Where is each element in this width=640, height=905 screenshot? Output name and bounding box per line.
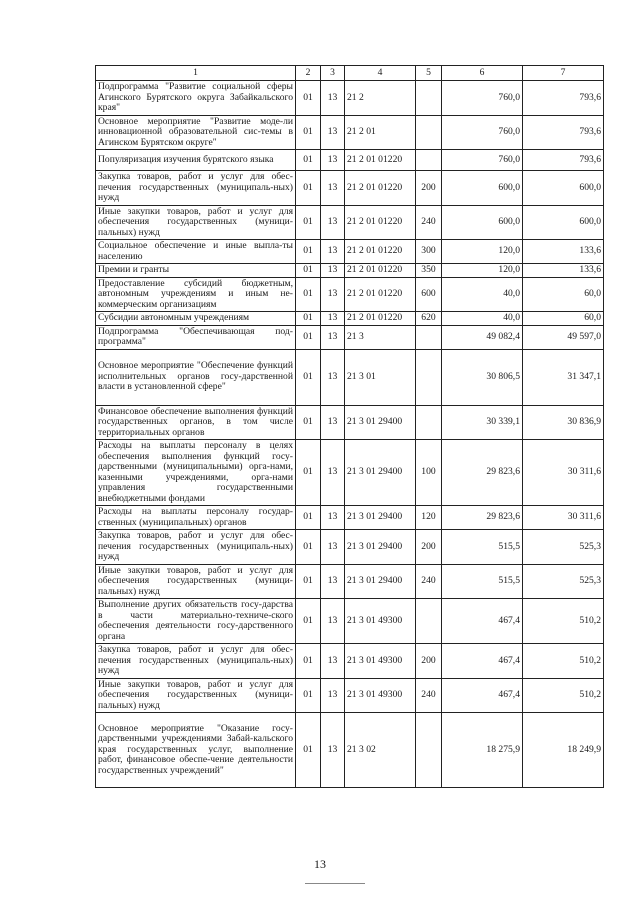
row-c2-cell: 01 <box>296 171 321 206</box>
table-row <box>96 440 604 506</box>
row-c2-cell: 01 <box>296 405 321 440</box>
row-c4-cell: 21 3 01 49300 <box>345 644 416 679</box>
table-row <box>96 644 604 679</box>
row-c2-cell: 01 <box>296 506 321 530</box>
row-c6-cell: 30 806,5 <box>442 349 523 405</box>
row-c3-cell: 13 <box>321 150 345 171</box>
row-c2-cell: 01 <box>296 312 321 326</box>
row-c5-cell: 240 <box>416 564 442 599</box>
row-c2-cell: 01 <box>296 325 321 349</box>
table-row <box>96 115 604 150</box>
row-c7-cell: 60,0 <box>523 277 604 312</box>
row-c5-cell: 200 <box>416 644 442 679</box>
row-c5-cell <box>416 150 442 171</box>
header-cell: 7 <box>523 66 604 81</box>
row-c3-cell: 13 <box>321 264 345 278</box>
row-name-cell: Популяризация изучения бурятского языка <box>96 150 296 171</box>
row-c6-cell: 600,0 <box>442 205 523 240</box>
row-c4-cell: 21 2 01 01220 <box>345 240 416 264</box>
row-c4-cell: 21 2 01 01220 <box>345 171 416 206</box>
row-c3-cell: 13 <box>321 564 345 599</box>
row-c7-cell: 133,6 <box>523 264 604 278</box>
row-c6-cell: 29 823,6 <box>442 506 523 530</box>
table-row <box>96 564 604 599</box>
row-c3-cell: 13 <box>321 349 345 405</box>
row-c5-cell: 100 <box>416 440 442 506</box>
table-header-row <box>96 66 604 81</box>
row-c4-cell: 21 2 01 01220 <box>345 277 416 312</box>
row-c7-cell: 525,3 <box>523 564 604 599</box>
row-c4-cell: 21 3 02 <box>345 713 416 788</box>
header-cell: 4 <box>345 66 416 81</box>
row-c2-cell: 01 <box>296 277 321 312</box>
row-c7-cell: 31 347,1 <box>523 349 604 405</box>
row-c4-cell: 21 3 01 29400 <box>345 440 416 506</box>
row-c5-cell: 120 <box>416 506 442 530</box>
row-c6-cell: 760,0 <box>442 81 523 116</box>
row-c2-cell: 01 <box>296 264 321 278</box>
row-c2-cell: 01 <box>296 713 321 788</box>
row-c3-cell: 13 <box>321 678 345 713</box>
row-c7-cell: 49 597,0 <box>523 325 604 349</box>
budget-table <box>95 65 604 788</box>
row-c5-cell: 240 <box>416 205 442 240</box>
row-c4-cell: 21 2 <box>345 81 416 116</box>
table-row <box>96 325 604 349</box>
row-c7-cell: 600,0 <box>523 205 604 240</box>
table-row <box>96 678 604 713</box>
row-name-cell: Подпрограмма "Развитие социальной сферы Агинского Бурятского округа Забайкальского края" <box>96 81 296 116</box>
row-c4-cell: 21 3 01 29400 <box>345 564 416 599</box>
table-row <box>96 264 604 278</box>
row-c6-cell: 600,0 <box>442 171 523 206</box>
row-c6-cell: 18 275,9 <box>442 713 523 788</box>
table-row <box>96 205 604 240</box>
table-row <box>96 312 604 326</box>
header-cell: 6 <box>442 66 523 81</box>
table-row <box>96 81 604 116</box>
row-c3-cell: 13 <box>321 599 345 644</box>
row-c7-cell: 30 836,9 <box>523 405 604 440</box>
row-c7-cell: 30 311,6 <box>523 440 604 506</box>
row-c7-cell: 18 249,9 <box>523 713 604 788</box>
row-c2-cell: 01 <box>296 150 321 171</box>
header-cell: 3 <box>321 66 345 81</box>
row-c6-cell: 30 339,1 <box>442 405 523 440</box>
row-name-cell: Основное мероприятие "Развитие моде-ли инновационной образовательной сис-темы в Агинском Бурятском округе" <box>96 115 296 150</box>
table-body <box>96 66 604 788</box>
row-c2-cell: 01 <box>296 205 321 240</box>
row-c3-cell: 13 <box>321 171 345 206</box>
row-c5-cell: 200 <box>416 171 442 206</box>
row-c2-cell: 01 <box>296 349 321 405</box>
row-c4-cell: 21 3 01 29400 <box>345 530 416 565</box>
row-c5-cell: 300 <box>416 240 442 264</box>
row-name-cell: Субсидии автономным учреждениям <box>96 312 296 326</box>
table-row <box>96 405 604 440</box>
row-c4-cell: 21 3 01 29400 <box>345 405 416 440</box>
row-c5-cell <box>416 325 442 349</box>
row-c3-cell: 13 <box>321 644 345 679</box>
row-c6-cell: 515,5 <box>442 530 523 565</box>
table-row <box>96 599 604 644</box>
table-row <box>96 713 604 788</box>
row-c2-cell: 01 <box>296 678 321 713</box>
row-name-cell: Премии и гранты <box>96 264 296 278</box>
row-c4-cell: 21 3 01 49300 <box>345 599 416 644</box>
row-c3-cell: 13 <box>321 405 345 440</box>
row-c4-cell: 21 2 01 <box>345 115 416 150</box>
row-name-cell: Социальное обеспечение и иные выпла-ты населению <box>96 240 296 264</box>
row-c3-cell: 13 <box>321 277 345 312</box>
row-c2-cell: 01 <box>296 440 321 506</box>
row-name-cell: Основное мероприятие "Оказание госу-дарственными учреждениями Забай-кальского края государственных услуг, выполнение работ, финансовое обеспе-чение деятельности государственных учреждений" <box>96 713 296 788</box>
row-name-cell: Иные закупки товаров, работ и услуг для обеспечения государственных (муници-пальных) нужд <box>96 564 296 599</box>
row-c7-cell: 793,6 <box>523 115 604 150</box>
row-c3-cell: 13 <box>321 312 345 326</box>
row-c6-cell: 40,0 <box>442 277 523 312</box>
row-name-cell: Подпрограмма "Обеспечивающая под-программа" <box>96 325 296 349</box>
row-c7-cell: 600,0 <box>523 171 604 206</box>
row-name-cell: Финансовое обеспечение выполнения функций государственных органов, в том числе территориальных органов <box>96 405 296 440</box>
row-c6-cell: 467,4 <box>442 599 523 644</box>
table-row <box>96 349 604 405</box>
row-c4-cell: 21 3 01 29400 <box>345 506 416 530</box>
row-name-cell: Иные закупки товаров, работ и услуг для обеспечения государственных (муници-пальных) нужд <box>96 678 296 713</box>
row-c3-cell: 13 <box>321 240 345 264</box>
table-row <box>96 240 604 264</box>
row-c4-cell: 21 3 01 49300 <box>345 678 416 713</box>
row-name-cell: Основное мероприятие "Обеспечение функций исполнительных органов госу-дарственной власти в установленной сфере" <box>96 349 296 405</box>
table-row <box>96 171 604 206</box>
table-row <box>96 530 604 565</box>
row-name-cell: Закупка товаров, работ и услуг для обес-печения государственных (муниципаль-ных) нужд <box>96 644 296 679</box>
row-c3-cell: 13 <box>321 506 345 530</box>
row-c5-cell <box>416 405 442 440</box>
row-c3-cell: 13 <box>321 205 345 240</box>
row-c7-cell: 510,2 <box>523 644 604 679</box>
row-c4-cell: 21 2 01 01220 <box>345 150 416 171</box>
row-c6-cell: 29 823,6 <box>442 440 523 506</box>
row-c2-cell: 01 <box>296 599 321 644</box>
table-row <box>96 150 604 171</box>
row-c7-cell: 60,0 <box>523 312 604 326</box>
row-name-cell: Иные закупки товаров, работ и услуг для обеспечения государственных (муници-пальных) нужд <box>96 205 296 240</box>
row-c2-cell: 01 <box>296 564 321 599</box>
row-name-cell: Расходы на выплаты персоналу в целях обеспечения выполнения функций госу-дарственными (муниципальными) орга-нами, казенными учреждениями, орга-нами управления государственными внебюджетными фондами <box>96 440 296 506</box>
row-c3-cell: 13 <box>321 440 345 506</box>
header-cell: 5 <box>416 66 442 81</box>
row-c2-cell: 01 <box>296 530 321 565</box>
row-c7-cell: 133,6 <box>523 240 604 264</box>
row-c5-cell: 620 <box>416 312 442 326</box>
row-c4-cell: 21 2 01 01220 <box>345 312 416 326</box>
row-c5-cell <box>416 81 442 116</box>
row-c7-cell: 510,2 <box>523 599 604 644</box>
row-c2-cell: 01 <box>296 115 321 150</box>
row-c5-cell <box>416 115 442 150</box>
row-c7-cell: 793,6 <box>523 81 604 116</box>
row-c7-cell: 30 311,6 <box>523 506 604 530</box>
row-name-cell: Предоставление субсидий бюджетным, автономным учреждениям и иным не-коммерческим организациям <box>96 277 296 312</box>
row-c4-cell: 21 2 01 01220 <box>345 264 416 278</box>
row-c3-cell: 13 <box>321 81 345 116</box>
row-name-cell: Закупка товаров, работ и услуг для обес-печения государственных (муниципаль-ных) нужд <box>96 530 296 565</box>
row-name-cell: Выполнение других обязательств госу-дарства в части материально-техниче-ского обеспечения деятельности госу-дарственного органа <box>96 599 296 644</box>
row-c3-cell: 13 <box>321 325 345 349</box>
row-c7-cell: 510,2 <box>523 678 604 713</box>
row-c6-cell: 467,4 <box>442 644 523 679</box>
row-name-cell: Закупка товаров, работ и услуг для обес-печения государственных (муниципаль-ных) нужд <box>96 171 296 206</box>
row-c6-cell: 49 082,4 <box>442 325 523 349</box>
table-row <box>96 506 604 530</box>
row-c4-cell: 21 2 01 01220 <box>345 205 416 240</box>
row-c6-cell: 120,0 <box>442 264 523 278</box>
row-c5-cell: 240 <box>416 678 442 713</box>
table-row <box>96 277 604 312</box>
row-c4-cell: 21 3 <box>345 325 416 349</box>
row-c6-cell: 467,4 <box>442 678 523 713</box>
footer-divider <box>305 883 365 884</box>
row-c7-cell: 793,6 <box>523 150 604 171</box>
row-c2-cell: 01 <box>296 240 321 264</box>
row-c5-cell: 600 <box>416 277 442 312</box>
header-cell: 2 <box>296 66 321 81</box>
header-cell: 1 <box>96 66 296 81</box>
row-c5-cell <box>416 713 442 788</box>
row-c5-cell: 350 <box>416 264 442 278</box>
row-c4-cell: 21 3 01 <box>345 349 416 405</box>
row-c2-cell: 01 <box>296 644 321 679</box>
row-c5-cell <box>416 599 442 644</box>
row-c3-cell: 13 <box>321 530 345 565</box>
row-c5-cell <box>416 349 442 405</box>
row-c6-cell: 120,0 <box>442 240 523 264</box>
row-c7-cell: 525,3 <box>523 530 604 565</box>
row-c6-cell: 40,0 <box>442 312 523 326</box>
row-name-cell: Расходы на выплаты персоналу государ-ственных (муниципальных) органов <box>96 506 296 530</box>
row-c3-cell: 13 <box>321 115 345 150</box>
row-c6-cell: 515,5 <box>442 564 523 599</box>
row-c3-cell: 13 <box>321 713 345 788</box>
row-c5-cell: 200 <box>416 530 442 565</box>
row-c6-cell: 760,0 <box>442 150 523 171</box>
row-c2-cell: 01 <box>296 81 321 116</box>
row-c6-cell: 760,0 <box>442 115 523 150</box>
page-number: 13 <box>314 857 326 871</box>
